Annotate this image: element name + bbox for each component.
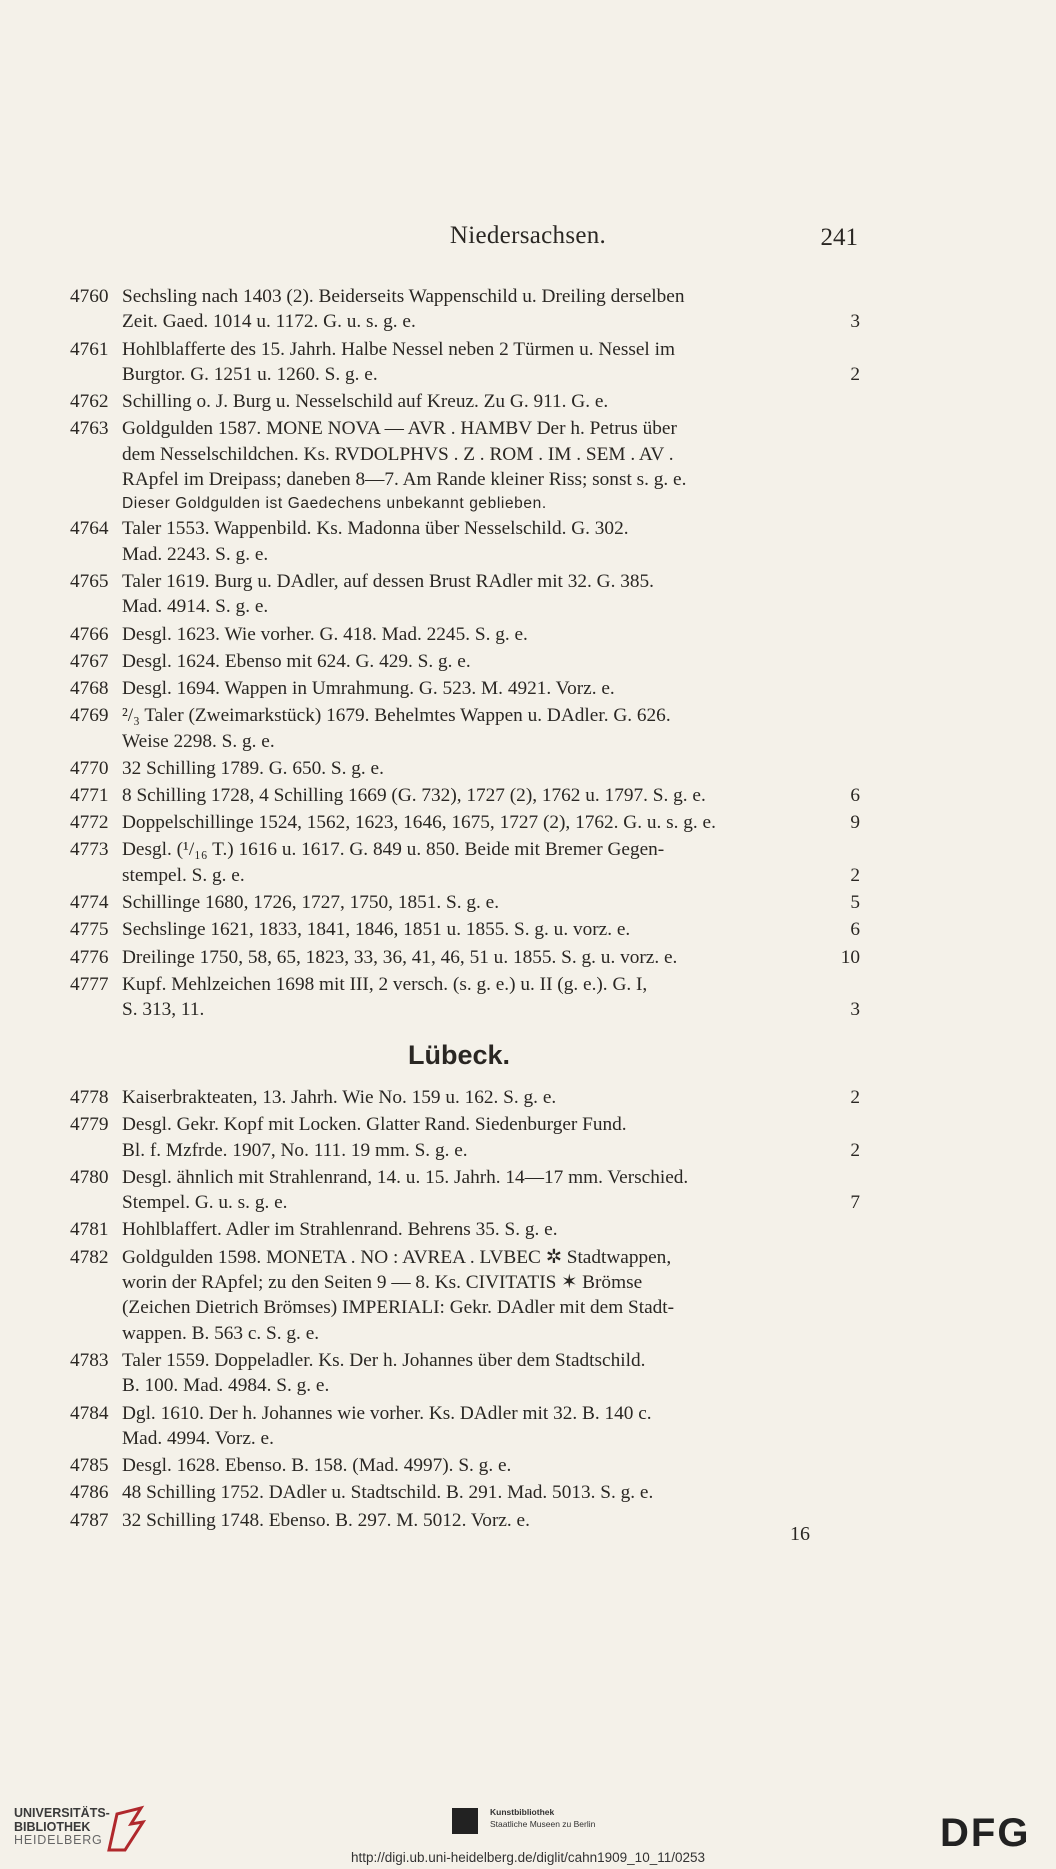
catalog-entry (70, 389, 860, 414)
lot-estimate: 3 (850, 311, 860, 333)
catalog-entry (70, 890, 860, 915)
entry-line: dem Nesselschildchen. Ks. RVDOLPHVS . Z . ROM . IM . SEM . AV . (122, 443, 674, 465)
entry-description (122, 1245, 860, 1347)
entry-description (122, 756, 860, 781)
entry-description (122, 284, 860, 335)
entry-line: Desgl. 1628. Ebenso. B. 158. (Mad. 4997). S. g. e. (122, 1455, 512, 1477)
catalog-entry (70, 284, 860, 335)
entry-line-text: Bl. f. Mzfrde. 1907, No. 111. 19 mm. S. g. e. (122, 1139, 468, 1161)
entry-description (122, 416, 860, 514)
entry-line (122, 783, 860, 808)
catalog-entry (70, 1348, 860, 1399)
entry-number: 4777 (70, 973, 109, 995)
dfg-logo: DFG (940, 1811, 1031, 1855)
entry-line (122, 362, 860, 387)
entry-line-text: Schillinge 1680, 1726, 1727, 1750, 1851. S. g. e. (122, 892, 500, 914)
entry-description (122, 516, 860, 567)
entry-line (122, 1190, 860, 1215)
entry-description (122, 890, 860, 915)
entry-number: 4769 (70, 705, 109, 727)
lot-estimate: 6 (850, 919, 860, 941)
entry-line: Desgl. (¹/₁₆ T.) 1616 u. 1617. G. 849 u. 850. Beide mit Bremer Gegen- (122, 839, 665, 861)
center-logo-line-2: Staatliche Museen zu Berlin (490, 1819, 596, 1829)
catalog-entry (70, 1480, 860, 1505)
entry-description (122, 1112, 860, 1163)
entry-description (122, 676, 860, 701)
catalog-entries-luebeck (70, 1085, 860, 1535)
entry-line: Goldgulden 1587. MONE NOVA — AVR . HAMBV Der h. Petrus über (122, 418, 677, 440)
heidelberg-emblem-icon (103, 1804, 147, 1854)
entry-description (122, 945, 860, 970)
lot-estimate: 9 (850, 812, 860, 834)
entry-line: Hohlblafferte des 15. Jahrh. Halbe Nessel neben 2 Türmen u. Nessel im (122, 338, 675, 360)
catalog-entry (70, 917, 860, 942)
entry-line: Schilling o. J. Burg u. Nesselschild auf Kreuz. Zu G. 911. G. e. (122, 391, 609, 413)
entry-number: 4766 (70, 623, 109, 645)
entry-number: 4775 (70, 919, 109, 941)
entry-line: 32 Schilling 1789. G. 650. S. g. e. (122, 757, 384, 779)
catalog-entry (70, 756, 860, 781)
catalog-entry (70, 1112, 860, 1163)
entry-line-text: Doppelschillinge 1524, 1562, 1623, 1646, 1675, 1727 (2), 1762. G. u. s. g. e. (122, 812, 716, 834)
entry-description (122, 1480, 860, 1505)
entry-line: Mad. 2243. S. g. e. (122, 543, 269, 565)
entry-line: Mad. 4914. S. g. e. (122, 596, 269, 618)
entry-line: Hohlblaffert. Adler im Strahlenrand. Behrens 35. S. g. e. (122, 1219, 558, 1241)
entry-description (122, 337, 860, 388)
catalog-entry (70, 1085, 860, 1110)
entry-number: 4771 (70, 785, 109, 807)
center-logo-line-1: Kunstbibliothek (490, 1807, 555, 1817)
entry-line: B. 100. Mad. 4984. S. g. e. (122, 1375, 330, 1397)
entry-line: wappen. B. 563 c. S. g. e. (122, 1322, 320, 1344)
logo-line-2: BIBLIOTHEK (14, 1819, 91, 1834)
catalog-entry (70, 1217, 860, 1242)
entry-line (122, 917, 860, 942)
entry-description (122, 649, 860, 674)
entry-number: 4780 (70, 1166, 109, 1188)
catalog-entry (70, 783, 860, 808)
entry-line: 48 Schilling 1752. DAdler u. Stadtschild. B. 291. Mad. 5013. S. g. e. (122, 1482, 654, 1504)
catalog-entry (70, 972, 860, 1023)
catalog-entry (70, 516, 860, 567)
entry-line (122, 890, 860, 915)
lot-estimate: 6 (850, 785, 860, 807)
entry-line: Kupf. Mehlzeichen 1698 mit III, 2 versch. (s. g. e.) u. II (g. e.). G. I, (122, 973, 648, 995)
entry-line: Taler 1559. Doppeladler. Ks. Der h. Johannes über dem Stadtschild. (122, 1350, 646, 1372)
entry-line: 32 Schilling 1748. Ebenso. B. 297. M. 5012. Vorz. e. (122, 1509, 530, 1531)
lot-estimate: 2 (850, 1139, 860, 1161)
entry-number: 4762 (70, 391, 109, 413)
lot-estimate: 2 (850, 864, 860, 886)
entry-number: 4787 (70, 1509, 109, 1531)
entry-number: 4778 (70, 1087, 109, 1108)
entry-line: Weise 2298. S. g. e. (122, 730, 275, 752)
entry-line-text: stempel. S. g. e. (122, 864, 245, 886)
entry-line (122, 945, 860, 970)
entry-number: 4776 (70, 946, 109, 968)
catalog-entries-niedersachsen (70, 284, 860, 1024)
entry-number: 4765 (70, 571, 109, 593)
catalog-entry (70, 1165, 860, 1216)
entry-number: 4782 (70, 1246, 109, 1268)
entry-description (122, 837, 860, 888)
entry-line-text: Burgtor. G. 1251 u. 1260. S. g. e. (122, 364, 378, 386)
catalog-entry (70, 569, 860, 620)
entry-description (122, 810, 860, 835)
entry-number: 4774 (70, 892, 109, 914)
entry-line (122, 810, 860, 835)
entry-line-text: S. 313, 11. (122, 999, 205, 1021)
entry-line: Dgl. 1610. Der h. Johannes wie vorher. Ks. DAdler mit 32. B. 140 c. (122, 1402, 652, 1424)
entry-description (122, 569, 860, 620)
entry-description (122, 1085, 860, 1110)
entry-number: 4786 (70, 1482, 109, 1504)
entry-description (122, 389, 860, 414)
entry-line (122, 863, 860, 888)
lot-estimate: 7 (850, 1192, 860, 1214)
entry-number: 4767 (70, 650, 109, 672)
entry-number: 4772 (70, 812, 109, 834)
entry-description (122, 1508, 860, 1533)
catalog-entry (70, 622, 860, 647)
catalog-entry (70, 337, 860, 388)
entry-line: Mad. 4994. Vorz. e. (122, 1428, 274, 1450)
entry-description (122, 622, 860, 647)
catalog-entry (70, 810, 860, 835)
entry-line (122, 1085, 860, 1110)
entry-line: Desgl. 1624. Ebenso mit 624. G. 429. S. g. e. (122, 650, 471, 672)
lot-estimate: 5 (850, 892, 860, 914)
lot-estimate: 3 (850, 999, 860, 1021)
entry-line-text: Sechslinge 1621, 1833, 1841, 1846, 1851 u. 1855. S. g. u. vorz. e. (122, 919, 631, 941)
entry-line (122, 309, 860, 334)
catalog-entry (70, 1508, 860, 1533)
catalog-entry (70, 649, 860, 674)
entry-number: 4784 (70, 1402, 109, 1424)
signature-mark: 16 (790, 1523, 810, 1545)
entry-number: 4764 (70, 518, 109, 540)
entry-description (122, 783, 860, 808)
entry-description (122, 1217, 860, 1242)
lot-estimate: 2 (850, 1087, 860, 1108)
catalog-entry (70, 837, 860, 888)
lot-estimate: 10 (840, 946, 860, 968)
entry-number: 4760 (70, 286, 109, 307)
entry-number: 4773 (70, 839, 109, 861)
entry-line-text: 8 Schilling 1728, 4 Schilling 1669 (G. 732), 1727 (2), 1762 u. 1797. S. g. e. (122, 785, 706, 807)
entry-description (122, 1165, 860, 1216)
entry-line: Taler 1619. Burg u. DAdler, auf dessen Brust RAdler mit 32. G. 385. (122, 571, 654, 593)
entry-description (122, 1453, 860, 1478)
catalog-entry (70, 1401, 860, 1452)
entry-line: Desgl. Gekr. Kopf mit Locken. Glatter Rand. Siedenburger Fund. (122, 1114, 627, 1136)
entry-description (122, 1401, 860, 1452)
entry-description (122, 703, 860, 754)
entry-line (122, 997, 860, 1022)
entry-note: Dieser Goldgulden ist Gaedechens unbekannt geblieben. (122, 494, 547, 512)
entry-line: ²/₃ Taler (Zweimarkstück) 1679. Behelmtes Wappen u. DAdler. G. 626. (122, 705, 671, 727)
entry-line: (Zeichen Dietrich Brömses) IMPERIALI: Gekr. DAdler mit dem Stadt- (122, 1297, 675, 1319)
entry-line: Goldgulden 1598. MONETA . NO : AVREA . LVBEC ✲ Stadtwappen, (122, 1246, 672, 1268)
page-number: 241 (820, 224, 858, 251)
entry-line: Sechsling nach 1403 (2). Beiderseits Wappenschild u. Dreiling derselben (122, 286, 685, 307)
catalog-entry (70, 1453, 860, 1478)
entry-number: 4783 (70, 1350, 109, 1372)
logo-line-1: UNIVERSITÄTS- (14, 1806, 110, 1820)
entry-number: 4781 (70, 1219, 109, 1241)
catalog-entry (70, 416, 860, 514)
entry-line: RApfel im Dreipass; daneben 8—7. Am Rande kleiner Riss; sonst s. g. e. (122, 469, 687, 491)
entry-line (122, 1138, 860, 1163)
entry-number: 4779 (70, 1114, 109, 1136)
logo-line-3: HEIDELBERG (14, 1833, 103, 1847)
footer-url[interactable]: http://digi.ub.uni-heidelberg.de/diglit/cahn1909_10_11/0253 (350, 1850, 706, 1865)
lot-estimate: 2 (850, 364, 860, 386)
catalog-entry (70, 1245, 860, 1347)
catalog-entry (70, 676, 860, 701)
section-heading: Lübeck. (407, 1040, 511, 1070)
entry-description (122, 1348, 860, 1399)
entry-line: Desgl. 1623. Wie vorher. G. 418. Mad. 2245. S. g. e. (122, 623, 528, 645)
page-title: Niedersachsen. (449, 222, 607, 249)
entry-number: 4770 (70, 757, 109, 779)
catalog-entry (70, 703, 860, 754)
kunstbibliothek-icon (452, 1808, 478, 1834)
entry-line: Desgl. 1694. Wappen in Umrahmung. G. 523. M. 4921. Vorz. e. (122, 678, 615, 700)
entry-description (122, 972, 860, 1023)
entry-description (122, 917, 860, 942)
entry-number: 4768 (70, 678, 109, 700)
entry-line: Desgl. ähnlich mit Strahlenrand, 14. u. 15. Jahrh. 14—17 mm. Verschied. (122, 1166, 689, 1188)
entry-number: 4763 (70, 418, 109, 440)
entry-line-text: Zeit. Gaed. 1014 u. 1172. G. u. s. g. e. (122, 311, 416, 333)
kunstbibliothek-logo-text (490, 1806, 595, 1830)
entry-line: Taler 1553. Wappenbild. Ks. Madonna über Nesselschild. G. 302. (122, 518, 629, 540)
catalog-entry (70, 945, 860, 970)
entry-line-text: Dreilinge 1750, 58, 65, 1823, 33, 36, 41, 46, 51 u. 1855. S. g. u. vorz. e. (122, 946, 678, 968)
entry-number: 4761 (70, 338, 109, 360)
entry-number: 4785 (70, 1455, 109, 1477)
entry-line-text: Stempel. G. u. s. g. e. (122, 1192, 288, 1214)
entry-line-text: Kaiserbrakteaten, 13. Jahrh. Wie No. 159 u. 162. S. g. e. (122, 1087, 557, 1108)
entry-line: worin der RApfel; zu den Seiten 9 — 8. Ks. CIVITATIS ✶ Brömse (122, 1272, 643, 1294)
